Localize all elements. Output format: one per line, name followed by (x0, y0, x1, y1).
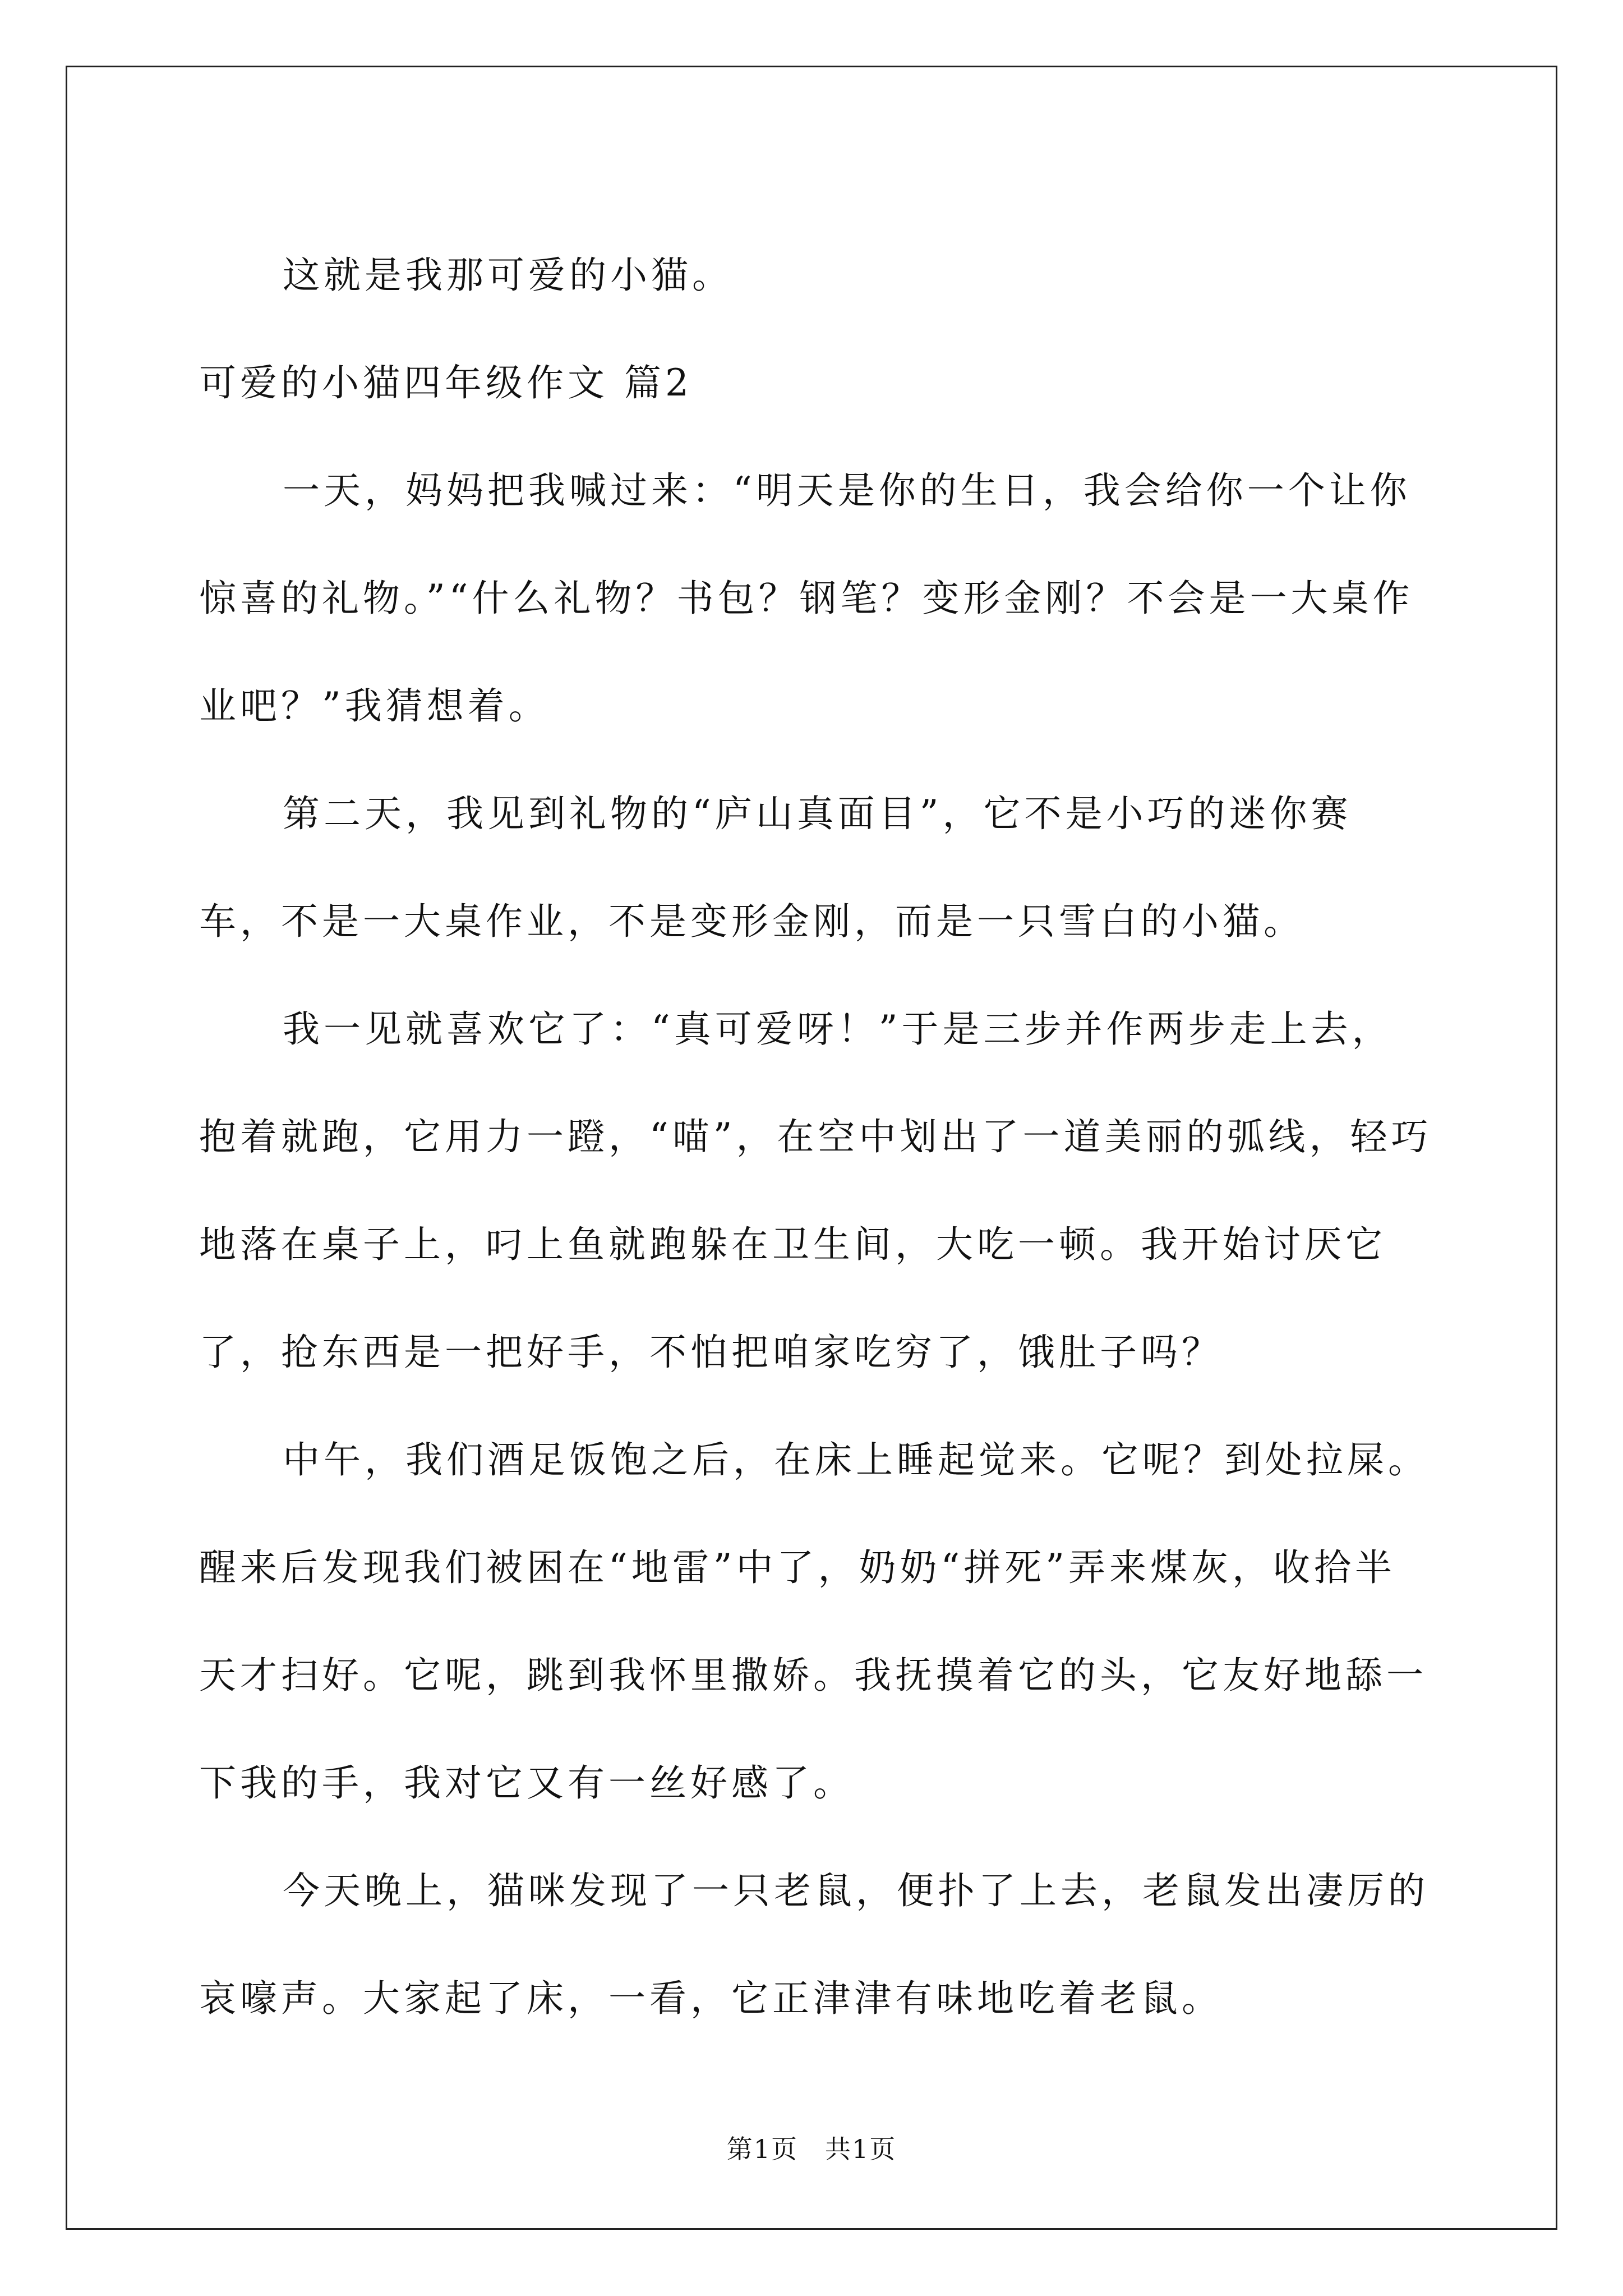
paragraph-first-meeting: 我一见就喜欢它了：“真可爱呀！”于是三步并作两步走上去，抱着就跑，它用力一蹬，“喵”，在空中划出了一道美丽的弧线，轻巧地落在桌子上，叼上鱼就跑躲在卫生间，大吃一顿。我开始讨厌它了，抢东西是一把好手，不怕把咱家吃穷了，饿肚子吗？ (199, 1007, 1432, 1374)
page-footer: 第1页 共1页 (726, 2134, 897, 2164)
document-body (199, 222, 1433, 2053)
paragraph-closing: 这就是我那可爱的小猫。 (283, 254, 733, 297)
paragraph-noon: 中午，我们酒足饭饱之后，在床上睡起觉来。它呢？到处拉屎。醒来后发现我们被困在“地雷”中了，奶奶“拼死”弄来煤灰，收拾半天才扫好。它呢，跳到我怀里撒娇。我抚摸着它的头，它友好地舔一下我的手，我对它又有一丝好感了。 (199, 1438, 1429, 1805)
paragraph-birthday: 一天，妈妈把我喊过来：“明天是你的生日，我会给你一个让你惊喜的礼物。”“什么礼物？书包？钢笔？变形金刚？不会是一大桌作业吧？”我猜想着。 (199, 469, 1414, 728)
essay-heading: 可爱的小猫四年级作文 篇2 (199, 361, 693, 404)
paragraph-night: 今天晚上，猫咪发现了一只老鼠，便扑了上去，老鼠发出凄厉的哀嚎声。大家起了床，一看，它正津津有味地吃着老鼠。 (199, 1869, 1429, 2020)
paragraph-gift: 第二天，我见到礼物的“庐山真面目”，它不是小巧的迷你赛车，不是一大桌作业，不是变形金刚，而是一只雪白的小猫。 (199, 792, 1352, 943)
